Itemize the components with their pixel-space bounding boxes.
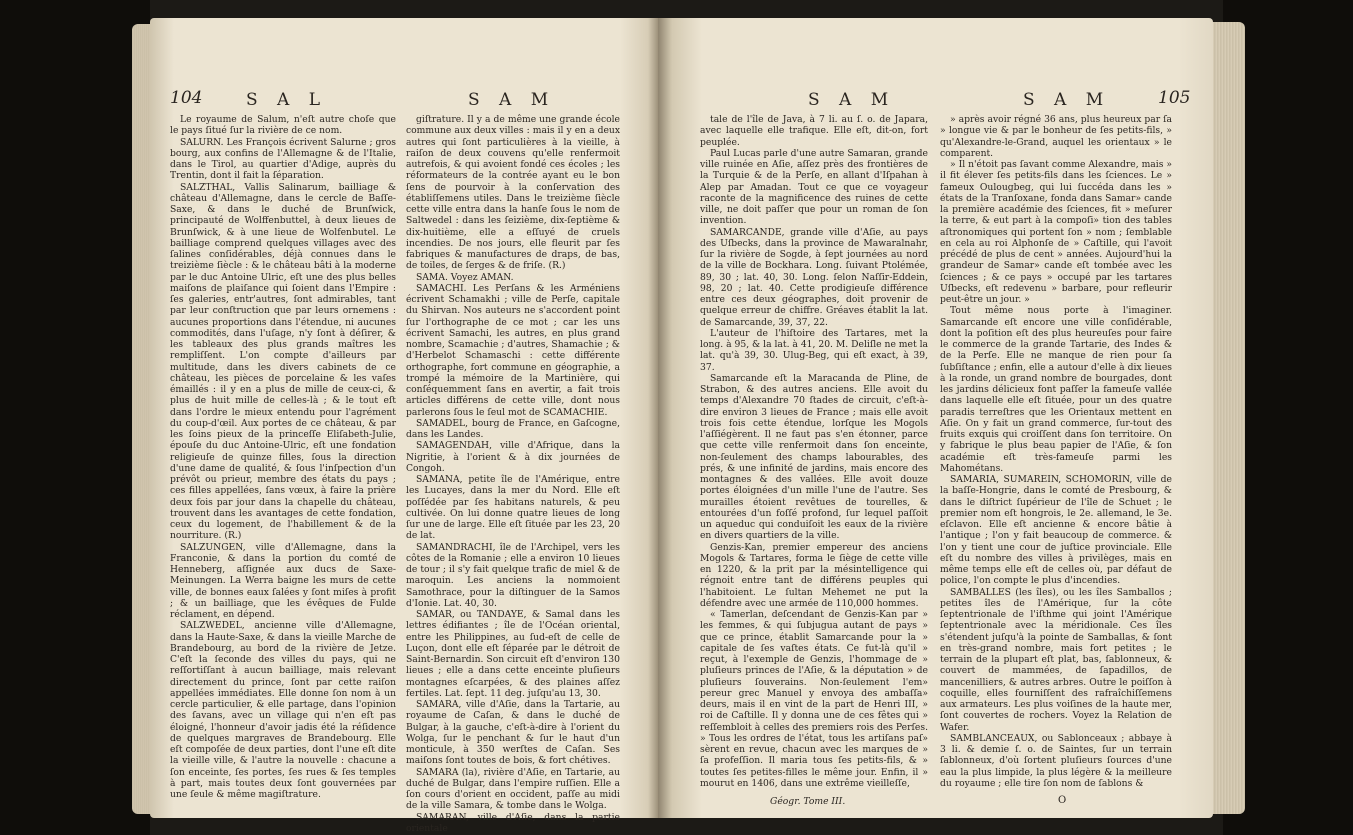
paragraph: Paul Lucas parle d'une autre Samaran, grande ville ruinée en Aſie, aſſez près des frontières de la Turquie & de la Perſe, en allant d'Iſpahan à Alep par Amadan. Tout ce que ce voyageur raconte de la magnificence des ruines de cette ville, ne doit paſſer que pour un roman de ſon invention.	[700, 147, 928, 227]
paragraph: SAMANDRACHI, île de l'Archipel, vers les côtes de la Romanie ; elle a environ 10 lieues de tour ; il s'y fait quelque trafic de miel & de maroquin. Les anciens la nommoient Samothrace, pour la diſtinguer de la Samos d'Ionie. Lat. 40, 30.	[406, 541, 620, 609]
paragraph: » après avoir régné 36 ans, plus heureux par ſa » longue vie & par le bonheur de ſes petits-fils, » qu'Alexandre-le-Grand, auquel les orientaux » le comparent.	[940, 114, 1172, 159]
paragraph: SALURN. Les François écrivent Salurne ; gros bourg, aux confins de l'Allemagne & de l'Italie, dans le Tirol, au quartier d'Adige, auprès du Trentin, dont il fait la ſéparation.	[170, 136, 396, 182]
paragraph: SAMA. Voyez AMAN.	[416, 271, 514, 283]
signature-mark: O	[1058, 795, 1067, 806]
book-cover-left	[0, 0, 150, 835]
paragraph: SALZUNGEN, ville d'Allemagne, dans la Franconie, & dans la portion du comté de Henneberg, aſſignée aux ducs de Saxe-Meinungen. La Werra baigne les murs de cette ville, de bonnes eaux ſalées y ſont miſes à profit ; & un bailliage, que les évêques de Fulde réclament, en dépend.	[170, 541, 396, 620]
paragraph: tale de l'île de Java, à 7 li. au ſ. o. de Japara, avec laquelle elle trafique. Elle eſt, dit-on, fort peuplée.	[700, 114, 928, 148]
text-column-2	[406, 114, 620, 834]
signature-line: Géogr. Tome III.	[770, 796, 846, 807]
paragraph: SAMBALLES (les îles), ou les îles Samballos ; petites îles de l'Amérique, ſur la côte ſeptentrionale de l'iſthme qui joint l'Amérique ſeptentrionale avec la méridionale. Ces îles s'étendent juſqu'à la pointe de Samballas, & ſont en très-grand nombre, mais fort petites ; le terrain de la plupart eſt plat, bas, ſablonneux, & couvert de mammées, de ſapadillos, de mancenilliers, & autres arbres. Outre le poiſſon à coquille, elles fourniſſent des rafraîchiſſemens aux armateurs. Les plus voiſines de la haute mer, ſont couvertes de rochers. Voyez la Relation de Wafer.	[940, 586, 1172, 733]
paragraph: SAMADEL, bourg de France, en Gaſcogne, dans les Landes.	[406, 417, 620, 440]
page-number: 105	[1158, 88, 1191, 108]
page-stack-left	[132, 24, 152, 814]
paragraph: Genzis-Kan, premier empereur des anciens Mogols & Tartares, forma le ſiège de cette ville en 1220, & la prit par la mésintelligence qui régnoit entre tant de différens peuples qui l'habitoient. Le ſultan Mehemet ne put la défendre avec une armée de 110,000 hommes.	[700, 541, 928, 609]
right-page	[658, 18, 1213, 818]
paragraph: » Il n'étoit pas ſavant comme Alexandre, mais » il fit élever ſes petits-fils dans les ſciences. Le » fameux Oulougbeg, qui lui ſuccéda dans les » états de la Tranſoxane, fonda dans Samar» cande la première académie des ſciences, fit » meſurer la terre, & eut part à la compoſi» tion des tables aſtronomiques qui portent ſon » nom ; ſemblable en cela au roi Alphonſe de » Caſtille, qui l'avoit précédé de plus de cent » années. Aujourd'hui la grandeur de Samar» cande eſt tombée avec les ſciences ; & ce pays » occupé par les tartares Uſbecks, eſt redevenu » barbare, pour refleurir peut-être un jour. »	[940, 159, 1172, 305]
paragraph: « Tamerlan, deſcendant de Genzis-Kan par » les femmes, & qui ſubjugua autant de pays » que ce prince, établit Samarcande pour la » capitale de ſes vaſtes états. Ce fut-là qu'il » reçut, à l'exemple de Genzis, l'hommage de » pluſieurs princes de l'Aſie, & la députation » de pluſieurs ſouverains. Non-ſeulement l'em» pereur grec Manuel y envoya des ambaſſa» deurs, mais il en vint de la part de Henri III, » roi de Caſtille. Il y donna une de ces fêtes qui » reſſembloit à celles des premiers rois des Perſes. » Tous les ordres de l'état, tous les artiſans paſ» sèrent en revue, chacun avec les marques de » ſa profeſſion. Il maria tous ſes petits-fils, & » toutes ſes petites-filles le même jour. Enfin, il » mourut en 1406, dans une extrême vieilleſſe,	[700, 609, 928, 789]
paragraph: SALZWEDEL, ancienne ville d'Allemagne, dans la Haute-Saxe, & dans la vieille Marche de Brandebourg, au bord de la rivière de Jetze. C'eſt la ſeconde des villes du pays, qui ne reſſortiſſant à aucun bailliage, mais relevant directement du prince, ſont par cette raiſon appellées immédiates. Elle donne ſon nom à un cercle particulier, & elle partage, dans l'opinion des ſavans, avec un village qui n'en eſt pas éloigné, l'honneur d'avoir jadis été la réſidence de quelques margraves de Brandebourg. Elle eſt compoſée de deux parties, dont l'une eſt dite la vieille ville, & l'autre la nouvelle : chacune a ſon enceinte, ſes portes, ſes rues & ſes temples à part, mais toutes deux ſont gouvernées par une ſeule & même magiſtrature.	[170, 620, 396, 800]
paragraph: SALZTHAL, Vallis Salinarum, bailliage & château d'Allemagne, dans le cercle de Baſſe-Saxe, & dans le duché de Brunſwick, principauté de Wolffenbuttel, à deux lieues de Brunſwick, & à une lieue de Wolfenbutel. Le bailliage comprend quelques villages avec des ſalines conſidérables, déjà connues dans le treizième ſiècle : & le château bâti à la moderne par le duc Antoine Ulric, eſt une des plus belles maiſons de plaiſance qui ſoient dans l'Empire : ſes galeries, entr'autres, ſont admirables, tant par leur conſtruction que par leurs ornemens : aucunes proportions dans l'étendue, ni aucunes commodités, dans l'uſage, n'y ſont à déſirer, & les tableaux des plus grands maîtres les rempliſſent. L'on compte d'ailleurs par multitude, dans les divers cabinets de ce château, les pièces de porcelaine & les vaſes émaillés : il y en a plus de mille de ceux-ci, & plus de huit mille de celles-là ; & le tout eſt dans l'ordre le mieux entendu pour l'agrément du coup-d'œil. Aux portes de ce château, & par les ſoins pieux de la princeſſe Eliſabeth-Julie, épouſe du duc Antoine-Ulric, eſt une fondation religieuſe de quinze filles, ſous la direction d'une dame de qualité, & ſous l'inſpection d'un prévôt ou prieur, membre des états du pays ; ces filles appellées, ſans vœux, à faire la prière deux fois par jour dans la chapelle du château, trouvent dans les avantages de cette fondation, ceux du logement, de l'habillement & de la nourriture. (R.)	[170, 181, 396, 542]
paragraph: SAMBLANCEAUX, ou Sablonceaux ; abbaye à 3 li. & demie ſ. o. de Saintes, ſur un terrain ſablonneux, d'où ſortent pluſieurs ſources d'une eau la plus limpide, la plus légère & la meilleure du royaume ; elle tire ſon nom de ſablons &	[940, 732, 1172, 789]
running-head: S A L	[246, 90, 328, 110]
paragraph: SAMANA, petite île de l'Amérique, entre les Lucayes, dans la mer du Nord. Elle eſt poſſédée par ſes habitans naturels, & peu cultivée. On lui donne quatre lieues de long ſur une de large. Elle eſt ſituée par les 23, 20 de lat.	[406, 474, 620, 542]
paragraph: SAMAR, ou TANDAYE, & Samal dans les lettres édifiantes ; île de l'Océan oriental, entre les Philippines, au ſud-eſt de celle de Luçon, dont elle eſt ſéparée par le détroit de Saint-Bernardin. Son circuit eſt d'environ 130 lieues ; elle a dans cette enceinte pluſieurs montagnes eſcarpées, & des plaines aſſez fertiles. Lat. ſept. 11 deg. juſqu'au 13, 30.	[406, 609, 620, 699]
paragraph: giſtrature. Il y a de même une grande école commune aux deux villes : mais il y en a deux autres qui ſont particulières à la vieille, à raiſon de deux couvens qu'elle renfermoit autrefois, & qui avoient fondé ces écoles ; les réformateurs de la contrée ayant eu le bon ſens de pourvoir à la conſervation des établiſſemens utiles. Dans le treizième ſiècle cette ville entra dans la hanſe ſous le nom de Saltwedel : dans les ſeizième, dix-ſeptième & dix-huitième, elle a eſſuyé de cruels incendies. De nos jours, elle fleurit par ſes fabriques & manufactures de draps, de bas, de toiles, de ſerges & de friſe. (R.)	[406, 114, 620, 272]
paragraph: Samarcande eſt la Maracanda de Pline, de Strabon, & des autres anciens. Elle avoit du temps d'Alexandre 70 ſtades de circuit, c'eſt-à-dire environ 3 lieues de France ; mais elle avoit trois fois cette étendue, lorſque les Mogols l'aſſiégèrent. Il ne faut pas s'en étonner, parce que cette ville renfermoit dans ſon enceinte, non-ſeulement des champs labourables, des prés, & une infinité de jardins, mais encore des montagnes & des vallées. Elle avoit douze portes éloignées d'un mille l'une de l'autre. Ses murailles étoient revêtues de tourelles, & entourées d'un foſſé profond, ſur lequel paſſoit un aqueduc qui conduiſoit les eaux de la rivière en divers quartiers de la ville.	[700, 372, 928, 542]
page-stack-right	[1213, 22, 1245, 814]
running-head: S A M	[808, 90, 896, 110]
paragraph: SAMACHI. Les Perſans & les Arméniens écrivent Schamakhi ; ville de Perſe, capitale du Shirvan. Nos auteurs ne s'accordent point ſur l'orthographe de ce mot ; car les uns écrivent Samachi, les autres, en plus grand nombre, Scamachie ; d'autres, Shamachie ; & d'Herbelot Schamaschi : cette différente orthographe, fort commune en géographie, a trompé la mémoire de la Martinière, qui conſéquemment ſans en avertir, a fait trois articles différens de cette ville, dont nous parlerons ſous le ſeul mot de SCAMACHIE.	[406, 282, 620, 418]
paragraph: L'auteur de l'hiſtoire des Tartares, met la long. à 95, & la lat. à 41, 20. M. Deliſle ne met la lat. qu'à 39, 30. Ulug-Beg, qui eſt exact, à 39, 37.	[700, 327, 928, 373]
running-head: S A M	[1023, 90, 1111, 110]
paragraph: SAMARA (la), rivière d'Aſie, en Tartarie, au duché de Bulgar, dans l'empire ruſſien. Elle a ſon cours d'orient en occident, paſſe au midi de la ville Samara, & tombe dans le Wolga.	[406, 766, 620, 812]
left-page	[150, 18, 658, 834]
running-head: S A M	[468, 90, 556, 110]
paragraph: SAMARAN, ville d'Aſie, dans la partie orientale	[406, 811, 620, 834]
text-column-1	[700, 114, 928, 789]
page-number: 104	[170, 88, 203, 108]
paragraph: Tout même nous porte à l'imaginer. Samarcande eſt encore une ville conſidérable, dont la poſition eſt des plus heureuſes pour faire le commerce de la grande Tartarie, des Indes & de la Perſe. Elle ne manque de rien pour ſa ſubſiſtance ; enfin, elle a autour d'elle à dix lieues à la ronde, un grand nombre de bourgades, dont les jardins délicieux font paſſer la fameuſe vallée dans laquelle elle eſt ſituée, pour un des quatre paradis terreſtres que les Orientaux mettent en Aſie. On y fait un grand commerce, ſur-tout des fruits exquis qui croiſſent dans ſon territoire. On y fabrique le plus beau papier de l'Aſie, & ſon académie eſt très-fameuſe parmi les Mahométans.	[940, 305, 1172, 474]
paragraph: SAMARCANDE, grande ville d'Aſie, au pays des Uſbecks, dans la province de Mawaralnahr, ſur la rivière de Sogde, à ſept journées au nord de la ville de Bockhara. Long. ſuivant Ptolémée, 89, 30 ; lat. 40, 30. Long. ſelon Naſſir-Eddein, 98, 20 ; lat. 40. Cette prodigieuſe différence entre ces deux géographes, doit provenir de quelque erreur de chiffre. Gréaves établit la lat. de Samarcande, 39, 37, 22.	[700, 226, 928, 328]
paragraph: Le royaume de Salum, n'eſt autre choſe que le pays ſitué ſur la rivière de ce nom.	[170, 114, 396, 137]
paragraph: SAMARIA, SUMAREIN, SCHOMORIN, ville de la baſſe-Hongrie, dans le comté de Presbourg, & dans le diſtrict ſupérieur de l'île de Schuet ; le premier nom eſt hongrois, le 2e. allemand, le 3e. eſclavon. Elle eſt ancienne & encore bâtie à l'antique ; l'on y fait beaucoup de commerce. & l'on y tient une cour de juſtice provinciale. Elle eſt du nombre des villes à privilèges, mais en même temps elle eſt de celles où, par défaut de police, l'on compte le plus d'incendies.	[940, 474, 1172, 587]
text-column-2	[940, 114, 1172, 789]
paragraph: SAMARA, ville d'Aſie, dans la Tartarie, au royaume de Caſan, & dans le duché de Bulgar, à la gauche, c'eſt-à-dire à l'orient du Wolga, ſur le penchant & ſur le haut d'un monticule, à 350 werſtes de Caſan. Ses maiſons ſont toutes de bois, & fort chétives.	[406, 699, 620, 767]
text-column-1	[170, 114, 396, 800]
paragraph: SAMAGENDAH, ville d'Afrique, dans la Nigritie, à l'orient & à dix journées de Congoh.	[406, 440, 620, 474]
